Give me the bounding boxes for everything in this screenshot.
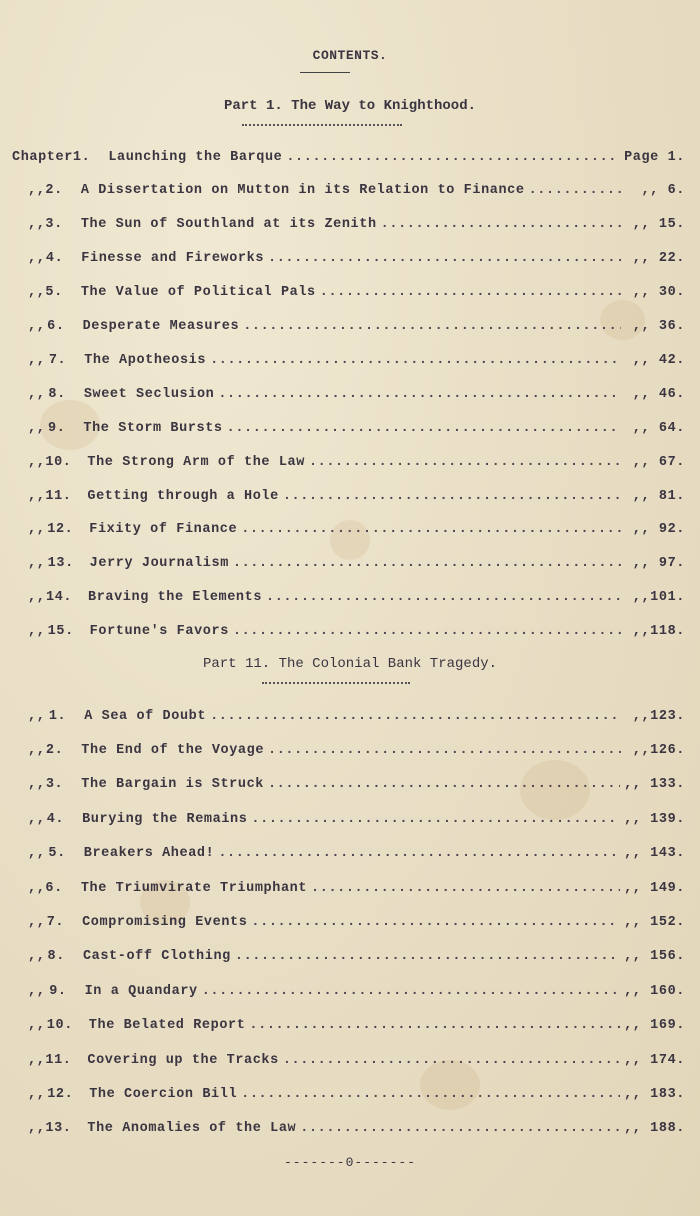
dot-leader [283, 489, 621, 504]
toc-entry [10, 878, 685, 898]
chapter-title: Launching the Barque [108, 149, 283, 165]
dot-leader [268, 777, 620, 792]
chapter-title: Desperate Measures [82, 319, 240, 334]
toc-entry [10, 588, 685, 608]
chapter-number: 9. [49, 983, 67, 999]
part-1-title: Part 1. The Way to Knighthood. [223, 98, 477, 114]
toc-entry [10, 622, 685, 642]
chapter-prefix: ,, [28, 1052, 46, 1068]
chapter-title: Sweet Seclusion [83, 386, 215, 402]
chapter-page: ,, 46. [632, 386, 685, 402]
toc-entry [10, 215, 685, 235]
chapter-title: The Anomalies of the Law [87, 1121, 297, 1137]
chapter-title: The Coercion Bill [89, 1086, 238, 1102]
toc-entry [10, 384, 685, 404]
chapter-page: ,, 183. [624, 1086, 685, 1102]
toc-entry [10, 554, 685, 574]
chapter-prefix: ,, [28, 624, 46, 640]
chapter-page: ,, 30. [632, 285, 685, 301]
chapter-title: The Bargain is Struck [81, 777, 264, 793]
dot-leader [320, 285, 621, 300]
chapter-prefix: ,, [28, 777, 46, 793]
chapter-number: 10. [45, 454, 72, 470]
toc-entry [10, 147, 685, 167]
chapter-prefix: ,, [28, 880, 46, 896]
chapter-page: ,, 97. [632, 556, 685, 572]
chapter-prefix: ,, [28, 454, 46, 470]
dot-leader [235, 949, 620, 964]
chapter-prefix: Chapter [12, 149, 73, 165]
dot-leader [309, 455, 621, 470]
chapter-number: 7. [48, 352, 67, 368]
chapter-page: ,,101. [632, 590, 685, 606]
chapter-title: Covering up the Tracks [87, 1052, 279, 1068]
chapter-title: Jerry Journalism [89, 556, 229, 572]
dot-leader [227, 421, 621, 436]
dot-leader [529, 183, 621, 198]
dot-leader [300, 1121, 620, 1136]
dot-leader [210, 353, 621, 368]
dot-leader [218, 387, 621, 402]
toc-entry [10, 317, 685, 337]
dot-leader [249, 1018, 620, 1033]
part-2-title: Part 11. The Colonial Bank Tragedy. [202, 656, 498, 672]
toc-entry [10, 452, 685, 472]
chapter-prefix: ,, [28, 251, 46, 267]
chapter-number: 4. [46, 811, 65, 827]
chapter-page: ,, 6. [641, 183, 685, 199]
toc-entry [10, 283, 685, 303]
dot-leader [233, 624, 621, 639]
chapter-title: Burying the Remains [82, 811, 248, 827]
chapter-number: 1. [48, 708, 67, 724]
chapter-prefix: ,, [28, 914, 46, 930]
chapter-number: 2. [45, 742, 64, 758]
chapter-number: 15. [47, 624, 74, 640]
chapter-title: Cast-off Clothing [82, 949, 231, 965]
chapter-prefix: ,, [28, 183, 46, 199]
dot-leader [268, 743, 621, 758]
chapter-prefix: ,, [28, 742, 46, 758]
dot-leader [381, 217, 621, 232]
toc-entry [10, 706, 685, 726]
chapter-number: 8. [48, 386, 66, 402]
chapter-number: 2. [45, 183, 63, 199]
chapter-number: 11. [45, 1052, 72, 1068]
chapter-number: 1. [72, 149, 91, 165]
chapter-page: ,, 160. [624, 983, 685, 999]
chapter-page: ,, 143. [624, 846, 685, 862]
chapter-prefix: ,, [28, 590, 46, 606]
chapter-number: 6. [45, 880, 63, 896]
dot-leader [311, 881, 620, 896]
chapter-prefix: ,, [28, 386, 46, 402]
chapter-page: ,, 139. [624, 811, 685, 827]
part-2-underline [262, 682, 410, 684]
chapter-prefix: ,, [28, 983, 46, 999]
chapter-prefix: ,, [28, 556, 46, 572]
toc-entry [10, 520, 685, 540]
chapter-page: ,, 133. [624, 777, 685, 793]
chapter-title: A Dissertation on Mutton in its Relation to Finance [80, 183, 525, 199]
chapter-number: 5. [45, 285, 63, 301]
toc-entry [10, 181, 685, 201]
toc-entry [10, 486, 685, 506]
dot-leader [210, 709, 621, 724]
dot-leader [241, 1087, 620, 1102]
toc-entry [10, 740, 685, 760]
dot-leader [283, 1053, 620, 1068]
chapter-prefix: ,, [28, 846, 46, 862]
chapter-page: ,, 149. [624, 880, 685, 896]
chapter-page: ,, 92. [632, 522, 685, 538]
chapter-number: 3. [45, 777, 64, 793]
chapter-prefix: ,, [28, 217, 46, 233]
chapter-page: ,,126. [632, 742, 685, 758]
chapter-prefix: ,, [28, 522, 46, 538]
chapter-title: Fixity of Finance [89, 522, 238, 538]
chapter-number: 3. [45, 217, 63, 233]
chapter-title: Getting through a Hole [87, 488, 279, 504]
chapter-number: 7. [46, 914, 65, 930]
chapter-page: ,, 15. [632, 217, 685, 233]
chapter-title: The Storm Bursts [83, 420, 223, 436]
chapter-title: In a Quandary [84, 983, 198, 999]
chapter-page: ,, 156. [624, 949, 685, 965]
chapter-page: ,, 42. [632, 352, 685, 368]
chapter-number: 4. [45, 251, 64, 267]
chapter-title: The Triumvirate Triumphant [80, 880, 308, 896]
toc-entry [10, 844, 685, 864]
chapter-number: 6. [47, 319, 65, 334]
chapter-number: 10. [46, 1018, 73, 1034]
toc-entry [10, 1084, 685, 1104]
toc-entry [10, 947, 685, 967]
chapter-number: 8. [47, 949, 65, 965]
chapter-page: ,, 152. [624, 914, 685, 930]
chapter-prefix: ,, [28, 1121, 46, 1137]
chapter-number: 5. [48, 846, 66, 862]
chapter-page: ,, 81. [632, 488, 685, 504]
toc-entry [10, 981, 685, 1001]
chapter-prefix: ,, [28, 285, 46, 301]
chapter-number: 13. [47, 556, 74, 572]
chapter-page: Page 1. [624, 149, 685, 165]
dot-leader [251, 812, 620, 827]
chapter-prefix: ,, [28, 1086, 46, 1102]
contents-heading: CONTENTS. [312, 48, 388, 63]
chapter-prefix: ,, [28, 420, 46, 436]
chapter-prefix: ,, [28, 811, 46, 827]
chapter-prefix: ,, [28, 1018, 46, 1034]
toc-entry [10, 1119, 685, 1139]
chapter-page: ,, 36. [632, 319, 685, 334]
dot-leader [218, 846, 620, 861]
chapter-number: 12. [47, 1086, 74, 1102]
chapter-title: Fortune's Favors [89, 624, 229, 640]
chapter-prefix: ,, [28, 949, 46, 965]
toc-entry [10, 1016, 685, 1036]
chapter-page: ,,123. [632, 708, 685, 724]
chapter-title: The Value of Political Pals [80, 285, 316, 301]
chapter-number: 14. [46, 590, 73, 606]
chapter-number: 9. [48, 420, 66, 436]
chapter-page: ,,118. [632, 624, 685, 640]
toc-entry [10, 1050, 685, 1070]
chapter-title: Compromising Events [82, 914, 248, 930]
chapter-title: The Sun of Southland at its Zenith [80, 217, 377, 233]
chapter-page: ,, 174. [624, 1052, 685, 1068]
dot-leader [243, 319, 621, 334]
dot-leader [286, 150, 620, 165]
dot-leader [241, 522, 621, 537]
chapter-page: ,, 169. [624, 1018, 685, 1034]
dot-leader [268, 251, 621, 266]
chapter-prefix: ,, [28, 488, 46, 504]
chapter-number: 11. [45, 488, 72, 504]
chapter-title: The Belated Report [88, 1018, 246, 1034]
chapter-title: The End of the Voyage [81, 742, 265, 758]
chapter-page: ,, 67. [632, 454, 685, 470]
chapter-page: ,, 22. [632, 251, 685, 267]
dot-leader [202, 984, 620, 999]
toc-entry [10, 249, 685, 269]
toc-entry [10, 809, 685, 829]
chapter-title: Finesse and Fireworks [81, 251, 265, 267]
chapter-title: The Apotheosis [84, 352, 207, 368]
chapter-title: Breakers Ahead! [83, 846, 215, 862]
part-1-underline [242, 124, 402, 126]
chapter-title: The Strong Arm of the Law [87, 454, 305, 470]
chapter-title: Braving the Elements [88, 590, 263, 606]
toc-entry [10, 418, 685, 438]
chapter-number: 13. [45, 1121, 72, 1137]
chapter-page: ,, 188. [624, 1121, 685, 1137]
toc-entry [10, 775, 685, 795]
dot-leader [233, 556, 621, 571]
chapter-page: ,, 64. [632, 420, 685, 436]
chapter-title: A Sea of Doubt [84, 708, 207, 724]
end-ornament: -------0------- [283, 1155, 417, 1170]
dot-leader [266, 590, 621, 605]
toc-entry [10, 912, 685, 932]
dot-leader [251, 915, 620, 930]
chapter-prefix: ,, [28, 352, 46, 368]
chapter-prefix: ,, [28, 708, 46, 724]
chapter-prefix: ,, [28, 319, 46, 334]
contents-underline [300, 72, 350, 73]
toc-entry [10, 350, 685, 370]
chapter-number: 12. [47, 522, 74, 538]
